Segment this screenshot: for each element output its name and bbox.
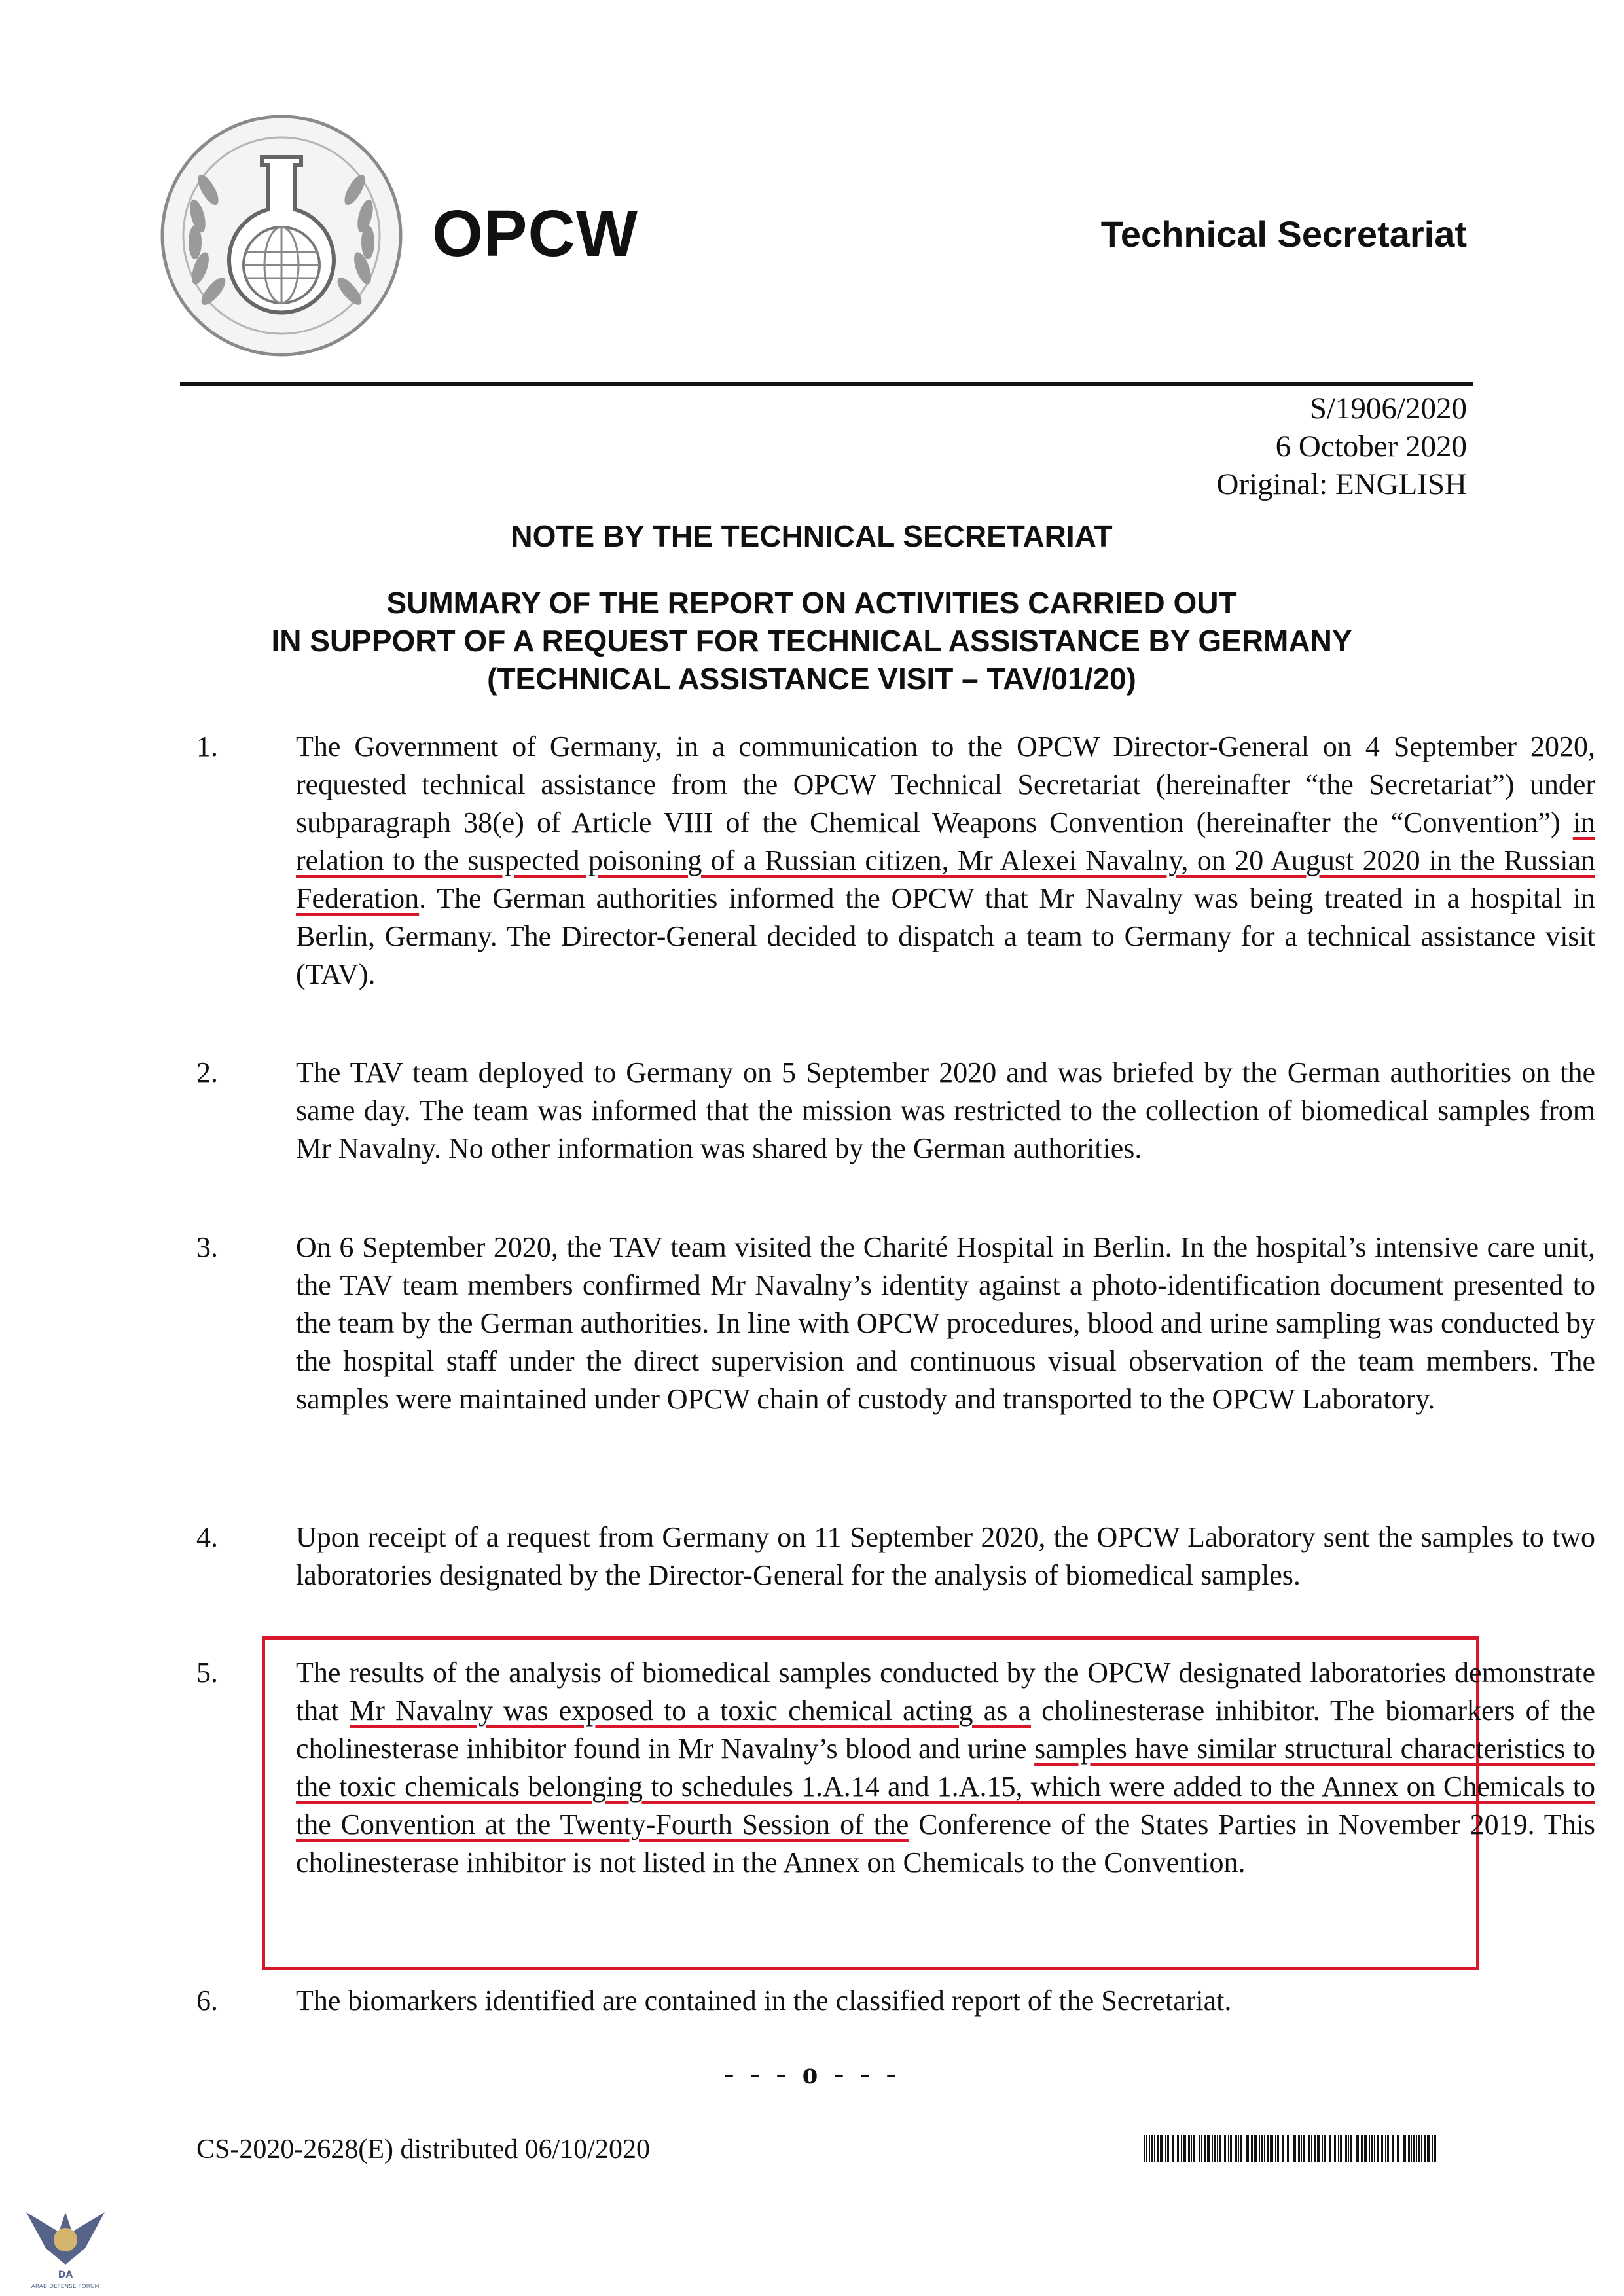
paragraph-text-part: The Government of Germany, in a communication to the OPCW Director-General on 4 September 2020, requested technical assistance from the OPCW Technical Secretariat (hereinafter “the Secretariat”) under subparagraph 38(e) of Article VIII of the Chemical Weapons Convention (hereinafter the “Convention”) <box>296 730 1595 838</box>
barcode-bar <box>1207 2135 1208 2162</box>
barcode-bar <box>1408 2135 1410 2162</box>
barcode-bar <box>1369 2135 1370 2162</box>
paragraph-number: 3. <box>196 1231 218 1263</box>
barcode-bar <box>1154 2135 1155 2162</box>
barcode-bar <box>1177 2135 1179 2162</box>
barcode-bar <box>1418 2135 1420 2162</box>
barcode-bar <box>1392 2135 1394 2162</box>
paragraph-text: Upon receipt of a request from Germany on 11 September 2020, the OPCW Laboratory sent the samples to two laboratories designated by the Director-General for the analysis of biomedical samples. <box>296 1521 1595 1591</box>
barcode-bar <box>1424 2135 1426 2162</box>
barcode-bar <box>1350 2135 1352 2162</box>
barcode-bar <box>1149 2135 1150 2162</box>
barcode-bar <box>1264 2135 1265 2162</box>
barcode-bar <box>1246 2135 1248 2162</box>
barcode-bar <box>1208 2135 1210 2162</box>
barcode-bar <box>1338 2135 1339 2162</box>
barcode-bar <box>1421 2135 1422 2162</box>
barcode-bar <box>1230 2135 1232 2162</box>
barcode-bar <box>1295 2135 1296 2162</box>
barcode-bar <box>1277 2135 1279 2162</box>
barcode-bar <box>1427 2135 1428 2162</box>
barcode-bar <box>1293 2135 1295 2162</box>
watermark-logo <box>13 2186 118 2291</box>
barcode-bar <box>1314 2135 1316 2162</box>
barcode-bar <box>1387 2135 1389 2162</box>
barcode-bar <box>1183 2135 1185 2162</box>
barcode-bar <box>1181 2135 1182 2162</box>
barcode-bar <box>1167 2135 1169 2162</box>
document-date: 6 October 2020 <box>1275 429 1467 463</box>
barcode-bar <box>1146 2135 1147 2162</box>
barcode-bar <box>1365 2135 1367 2162</box>
barcode-bar <box>1377 2135 1379 2162</box>
header-rule <box>180 382 1473 386</box>
barcode-bar <box>1324 2135 1326 2162</box>
barcode-bar <box>1345 2135 1347 2162</box>
barcode-bar <box>1340 2135 1342 2162</box>
barcode-bar <box>1318 2135 1320 2162</box>
barcode-bar <box>1322 2135 1323 2162</box>
paragraph-text <box>296 1654 1595 1882</box>
barcode-bar <box>1432 2135 1433 2162</box>
barcode-bar <box>1311 2135 1312 2162</box>
barcode-bar <box>1204 2135 1206 2162</box>
paragraph-text-part: cholinesterase inhibitor. The biomarkers of the cholinesterase inhibitor found in Mr Navalny’s blood and urine <box>296 1695 1596 1765</box>
org-name: OPCW <box>432 197 639 270</box>
barcode-bar <box>1240 2135 1242 2162</box>
barcode-bar <box>1385 2135 1386 2162</box>
barcode-bar <box>1298 2135 1300 2162</box>
barcode-bar <box>1165 2135 1166 2162</box>
distribution-footer: CS-2020-2628(E) distributed 06/10/2020 <box>196 2134 650 2164</box>
barcode-bar <box>1224 2135 1226 2162</box>
barcode-bar <box>1157 2135 1159 2162</box>
barcode-bar <box>1251 2135 1253 2162</box>
opcw-logo <box>157 111 406 360</box>
barcode-bar <box>1212 2135 1213 2162</box>
barcode-bar <box>1413 2135 1415 2162</box>
summary-heading-line: IN SUPPORT OF A REQUEST FOR TECHNICAL ASSISTANCE BY GERMANY <box>271 624 1352 658</box>
paragraph-text: The TAV team deployed to Germany on 5 September 2020 and was briefed by the German authorities on the same day. The team was informed that the mission was restricted to the collection of biomedical samples from Mr Navalny. No other information was shared by the German authorities. <box>296 1056 1595 1164</box>
barcode-bar <box>1287 2135 1289 2162</box>
barcode-bar <box>1303 2135 1305 2162</box>
barcode-bar <box>1356 2135 1358 2162</box>
watermark-subtext: ARAB DEFENSE FORUM <box>31 2284 100 2290</box>
barcode-bar <box>1219 2135 1221 2162</box>
barcode-bar <box>1411 2135 1412 2162</box>
barcode-bar <box>1348 2135 1349 2162</box>
barcode-bar <box>1428 2135 1430 2162</box>
barcode-bar <box>1217 2135 1218 2162</box>
underlined-highlight: Mr Navalny was exposed to a toxic chemical acting as a <box>350 1695 1031 1727</box>
barcode-bar <box>1371 2135 1373 2162</box>
barcode <box>1144 2135 1437 2162</box>
document-symbol: S/1906/2020 <box>1309 391 1467 425</box>
barcode-bar <box>1201 2135 1202 2162</box>
barcode-bar <box>1161 2135 1163 2162</box>
paragraph-number: 2. <box>196 1056 218 1088</box>
paragraph-text-part: The results of the analysis of biomedical samples conducted by the OPCW designated laboratories demonstrate that <box>296 1657 1595 1727</box>
barcode-bar <box>1261 2135 1263 2162</box>
underlined-highlight: samples have similar structural characteristics to the toxic chemicals belonging to schedules 1.A.14 and 1.A.15, which were added to the Annex on Chemicals to the Convention at the Twenty-Fourth Session of the <box>296 1732 1595 1840</box>
department-name: Technical Secretariat <box>1100 213 1467 255</box>
paragraph-text-part: Conference of the States Parties in November 2019. This cholinesterase inhibitor is not listed in the Annex on Chemicals to the Convention. <box>296 1808 1595 1878</box>
barcode-bar <box>1255 2135 1257 2162</box>
barcode-bar <box>1358 2135 1359 2162</box>
barcode-bar <box>1144 2135 1145 2162</box>
barcode-bar <box>1254 2135 1255 2162</box>
barcode-bar <box>1434 2135 1436 2162</box>
document-meta <box>1217 389 1467 503</box>
barcode-bar <box>1334 2135 1336 2162</box>
paragraph-number: 6. <box>196 1984 218 2017</box>
barcode-bar <box>1185 2135 1186 2162</box>
barcode-bar <box>1282 2135 1284 2162</box>
barcode-bar <box>1259 2135 1260 2162</box>
barcode-bar <box>1361 2135 1363 2162</box>
end-of-document-mark: - - - o - - - <box>723 2056 901 2090</box>
barcode-bar <box>1275 2135 1276 2162</box>
barcode-bar <box>1374 2135 1375 2162</box>
barcode-bar <box>1199 2135 1200 2162</box>
paragraph-number: 1. <box>196 730 218 762</box>
barcode-bar <box>1405 2135 1406 2162</box>
summary-heading-line: SUMMARY OF THE REPORT ON ACTIVITIES CARRIED OUT <box>386 586 1237 620</box>
barcode-bar <box>1267 2135 1269 2162</box>
barcode-bar <box>1403 2135 1405 2162</box>
barcode-bar <box>1188 2135 1190 2162</box>
barcode-bar <box>1301 2135 1302 2162</box>
barcode-bar <box>1235 2135 1237 2162</box>
summary-heading-line: (TECHNICAL ASSISTANCE VISIT – TAV/01/20) <box>487 662 1136 696</box>
barcode-bar <box>1271 2135 1273 2162</box>
paragraph-number: 4. <box>196 1521 218 1553</box>
barcode-bar <box>1381 2135 1383 2162</box>
barcode-bar <box>1160 2135 1161 2162</box>
barcode-bar <box>1193 2135 1195 2162</box>
barcode-bar <box>1329 2135 1331 2162</box>
summary-heading <box>157 584 1466 698</box>
barcode-bar <box>1308 2135 1310 2162</box>
barcode-bar <box>1238 2135 1239 2162</box>
paragraph-text <box>296 728 1595 994</box>
paragraph-text: The biomarkers identified are contained in the classified report of the Secretariat. <box>296 1984 1232 2017</box>
barcode-bar <box>1364 2135 1365 2162</box>
paragraph-text-part: . The German authorities informed the OPCW that Mr Navalny was being treated in a hospital in Berlin, Germany. The Director-General decided to dispatch a team to Germany for a technical assistance visit (TAV). <box>296 882 1595 990</box>
underlined-highlight: in relation to the suspected poisoning of a Russian citizen, Mr Alexei Navalny, on 20 August 2020 in the Russian Federation <box>296 806 1595 914</box>
barcode-bar <box>1151 2135 1153 2162</box>
barcode-bar <box>1248 2135 1249 2162</box>
barcode-bar <box>1172 2135 1174 2162</box>
paragraph-number: 5. <box>196 1657 218 1689</box>
barcode-bar <box>1228 2135 1229 2162</box>
paragraph-text: On 6 September 2020, the TAV team visited the Charité Hospital in Berlin. In the hospital’s intensive care unit, the TAV team members confirmed Mr Navalny’s identity against a photo-identification document presented to the team by the German authorities. In line with OPCW procedures, blood and urine sampling was conducted by the hospital staff under the direct supervision and continuous visual observation of the team members. The samples were maintained under OPCW chain of custody and transported to the OPCW Laboratory. <box>296 1231 1595 1415</box>
note-heading: NOTE BY THE TECHNICAL SECRETARIAT <box>511 519 1113 553</box>
barcode-bar <box>1214 2135 1216 2162</box>
barcode-bar <box>1397 2135 1399 2162</box>
document-original-language: Original: ENGLISH <box>1216 467 1467 501</box>
barcode-bar <box>1317 2135 1318 2162</box>
barcode-bar <box>1270 2135 1271 2162</box>
barcode-bar <box>1416 2135 1417 2162</box>
watermark-text: DA <box>58 2270 73 2280</box>
barcode-bar <box>1191 2135 1192 2162</box>
